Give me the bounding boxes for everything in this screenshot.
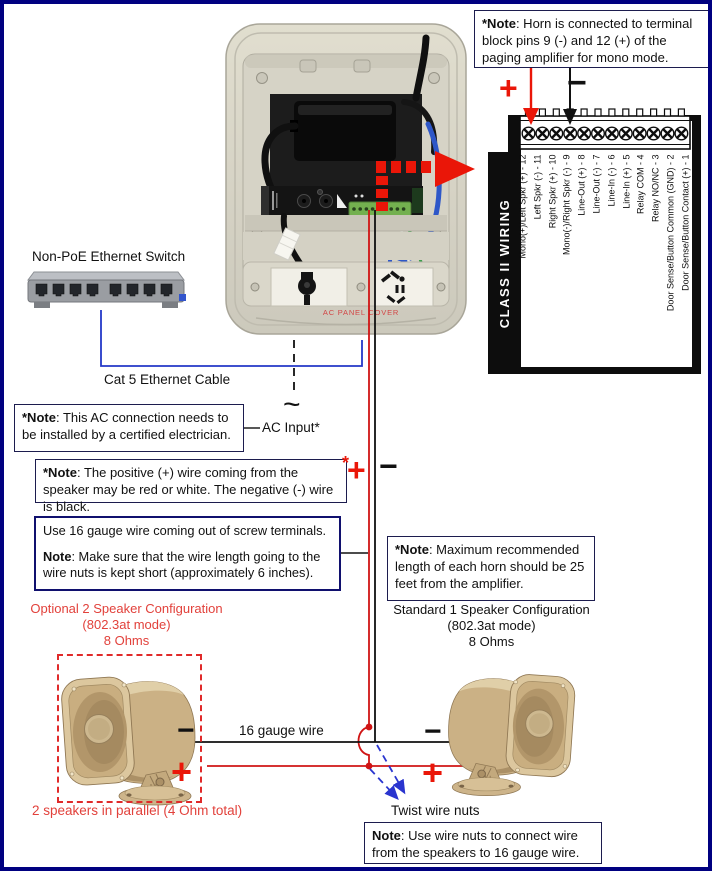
terminal-plus-symbol: + xyxy=(499,70,518,106)
note-horn-length: *Note: Maximum recommended length of each horn should be 25 feet from the amplifier. xyxy=(387,536,595,601)
ac-panel-cover-label: AC PANEL COVER xyxy=(322,308,400,317)
note-polarity: *Note: The positive (+) wire coming from the speaker may be red or white. The negative (-) wire is black. xyxy=(35,459,347,503)
terminal-pin-2: Door Sense/Button Common (GND) - 2 xyxy=(665,154,676,312)
polarity-plus-symbol: + xyxy=(347,452,366,488)
terminal-pin-7: Line-Out (-) - 7 xyxy=(591,154,602,214)
note-electrician: *Note: This AC connection needs to be installed by a certified electrician. xyxy=(14,404,244,452)
right-speaker-plus: + xyxy=(422,752,444,793)
config-right-caption: Standard 1 Speaker Configuration (802.3at mode) 8 Ohms xyxy=(393,602,590,649)
terminal-pin-6: Line-In (-) - 6 xyxy=(606,154,617,207)
ethernet-switch xyxy=(26,266,186,314)
horn-speaker-right xyxy=(440,660,582,793)
ethernet-switch-label: Non-PoE Ethernet Switch xyxy=(32,249,186,264)
ac-tilde-symbol: ~ xyxy=(283,388,301,421)
config-left-caption: Optional 2 Speaker Configuration (802.3at mode) 8 Ohms xyxy=(30,601,223,648)
terminal-pin-11: Left Spkr (-) - 11 xyxy=(532,154,543,220)
note-horn-mono: *Note: Horn is connected to terminal block pins 9 (-) and 12 (+) of the paging amplifier for mono mode. xyxy=(474,10,710,68)
note-wire-nuts: Note: Use wire nuts to connect wire from the speakers to 16 gauge wire. xyxy=(364,822,602,864)
ac-input-label: AC Input* xyxy=(262,420,320,435)
terminal-pin-10: Right Spkr (+) - 10 xyxy=(547,154,558,229)
left-speaker-minus: − xyxy=(177,714,195,747)
twist-wire-nuts-label: Twist wire nuts xyxy=(391,803,480,818)
terminal-pin-4: Relay COM - 4 xyxy=(635,154,646,215)
wire-nut-pointer xyxy=(377,745,404,792)
parallel-label: 2 speakers in parallel (4 Ohm total) xyxy=(32,803,243,818)
polarity-star-symbol: * xyxy=(342,453,350,473)
terminal-pin-9: Mono(-)/Right Spkr (-) - 9 xyxy=(561,154,572,256)
wire-nut-pointer xyxy=(370,769,397,798)
amplifier-photo xyxy=(219,20,474,342)
class2-wiring-label: CLASS II WIRING xyxy=(497,198,512,329)
terminal-pin-3: Relay NO/NC - 3 xyxy=(650,154,661,223)
right-speaker-minus: − xyxy=(424,715,442,748)
terminal-minus-symbol: − xyxy=(567,64,587,102)
gauge-wire-label: 16 gauge wire xyxy=(239,723,324,738)
terminal-pin-8: Line-Out (+) - 8 xyxy=(576,154,587,216)
polarity-minus-symbol: − xyxy=(379,448,398,484)
terminal-pin-12: Mono(+)/Left Spkr (+) - 12 xyxy=(517,154,528,259)
terminal-pin-1: Door Sense/Button Contact (+) - 1 xyxy=(680,154,691,291)
cat5-label: Cat 5 Ethernet Cable xyxy=(104,372,231,387)
note-gauge-wire: Use 16 gauge wire coming out of screw terminals. Note: Make sure that the wire length going to the wire nuts is kept short (approximately 6 inches). xyxy=(34,516,341,591)
left-speaker-plus: + xyxy=(171,751,193,792)
terminal-pin-5: Line-In (+) - 5 xyxy=(621,154,632,209)
